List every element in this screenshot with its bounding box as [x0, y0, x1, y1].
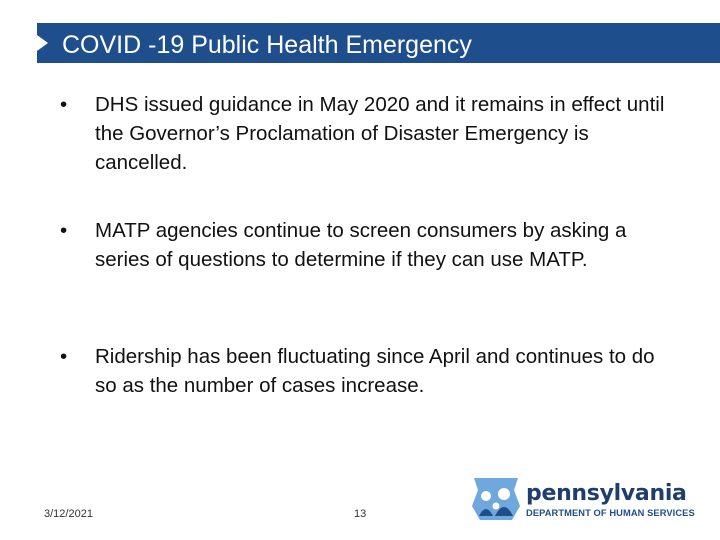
page-number: 13 [354, 508, 367, 520]
chevron-right-icon [37, 35, 48, 51]
bullet-item [60, 342, 680, 400]
bullet-text: DHS issued guidance in May 2020 and it remains in effect until the Governor’s Proclamation of Disaster Emergency is cancelled. [95, 93, 665, 174]
slide-title: COVID -19 Public Health Emergency [62, 31, 472, 59]
dhs-logo [470, 476, 700, 522]
bullet-marker: • [60, 93, 68, 116]
bullet-marker: • [60, 219, 68, 242]
keystone-family-icon [470, 476, 522, 522]
logo-department: DEPARTMENT OF HUMAN SERVICES [526, 508, 695, 518]
footer-date: 3/12/2021 [44, 508, 93, 520]
bullet-text: MATP agencies continue to screen consumers by asking a series of questions to determine if they can use MATP. [95, 219, 627, 271]
bullet-item [60, 90, 680, 177]
logo-wordmark: pennsylvania [526, 481, 687, 506]
bullet-text: Ridership has been fluctuating since April and continues to do so as the number of cases increase. [95, 345, 655, 397]
bullet-marker: • [60, 345, 68, 368]
bullet-item [60, 216, 680, 274]
